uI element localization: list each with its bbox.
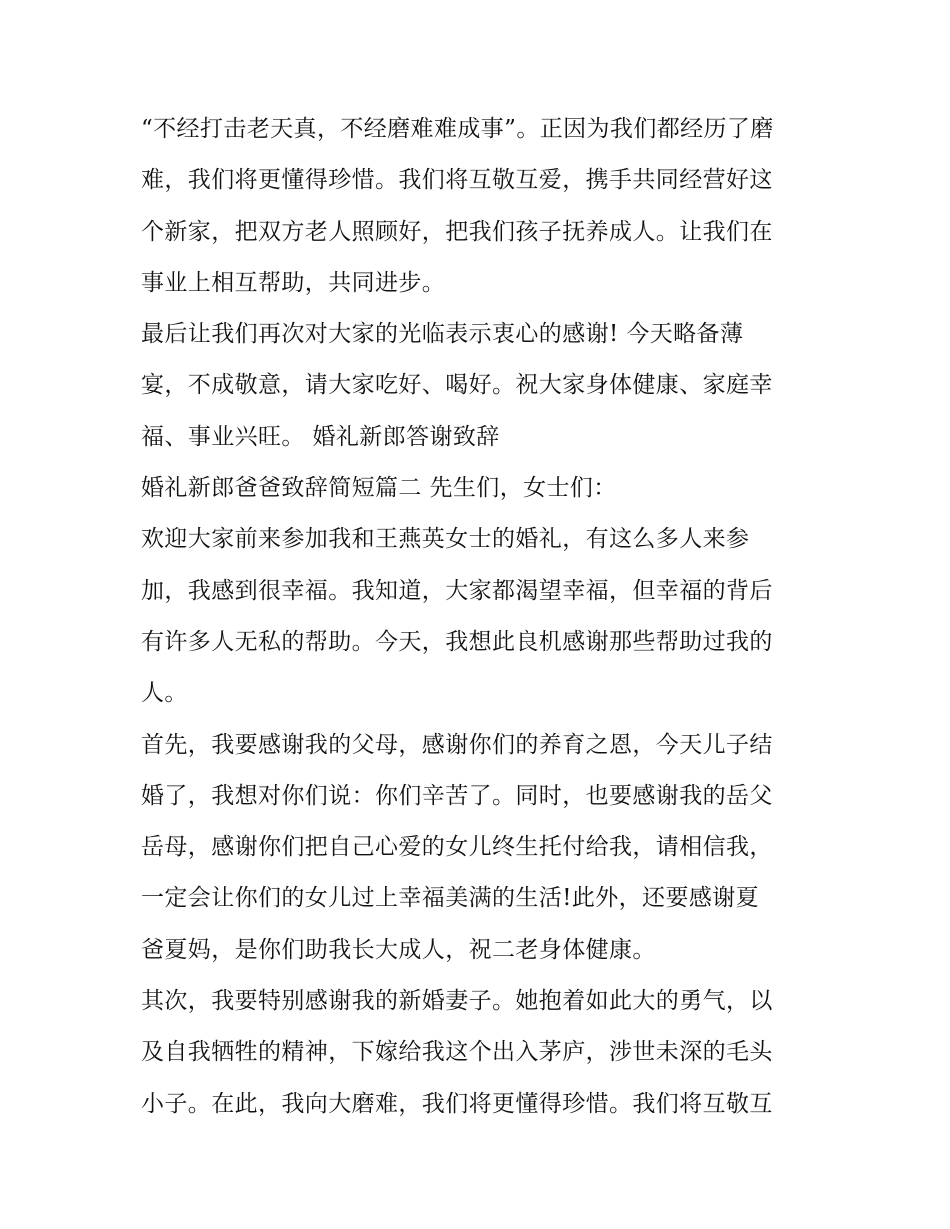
text-line-18: 其次，我要特别感谢我的新婚妻子。她抱着如此大的勇气，以 — [141, 988, 773, 1015]
text-line-9: 欢迎大家前来参加我和王燕英女士的婚礼，有这么多人来参 — [141, 526, 750, 553]
text-line-17: 爸夏妈，是你们助我长大成人，祝二老身体健康。 — [141, 936, 656, 963]
text-line-15: 岳母，感谢你们把自己心爱的女儿终生托付给我，请相信我， — [141, 834, 773, 861]
text-line-4: 事业上相互帮助，共同进步。 — [141, 269, 446, 296]
text-line-6: 宴，不成敬意，请大家吃好、喝好。祝大家身体健康、家庭幸 — [141, 372, 773, 399]
text-line-14: 婚了，我想对你们说：你们辛苦了。同时，也要感谢我的岳父 — [141, 782, 773, 809]
text-line-5: 最后让我们再次对大家的光临表示衷心的感谢! 今天略备薄 — [141, 321, 744, 348]
text-line-2: 难，我们将更懂得珍惜。我们将互敬互爱，携手共同经营好这 — [141, 167, 773, 194]
text-line-20: 小子。在此，我向大磨难，我们将更懂得珍惜。我们将互敬互 — [141, 1090, 773, 1117]
text-line-12: 人。 — [141, 680, 188, 707]
text-line-16: 一定会让你们的女儿过上幸福美满的生活!此外，还要感谢夏 — [141, 885, 760, 912]
text-line-19: 及自我牺牲的精神，下嫁给我这个出入茅庐，涉世未深的毛头 — [141, 1039, 773, 1066]
text-line-8: 婚礼新郎爸爸致辞简短篇二 先生们，女士们： — [141, 475, 617, 502]
document-body — [141, 104, 821, 1130]
text-line-3: 个新家，把双方老人照顾好，把我们孩子抚养成人。让我们在 — [141, 218, 773, 245]
text-line-7: 福、事业兴旺。 婚礼新郎答谢致辞 — [141, 423, 500, 450]
text-line-11: 有许多人无私的帮助。今天，我想此良机感谢那些帮助过我的 — [141, 628, 773, 655]
text-line-13: 首先，我要感谢我的父母，感谢你们的养育之恩，今天儿子结 — [141, 731, 773, 758]
text-line-10: 加，我感到很幸福。我知道，大家都渴望幸福，但幸福的背后 — [141, 577, 773, 604]
text-line-1: “不经打击老天真，不经磨难难成事”。正因为我们都经历了磨 — [141, 116, 774, 142]
